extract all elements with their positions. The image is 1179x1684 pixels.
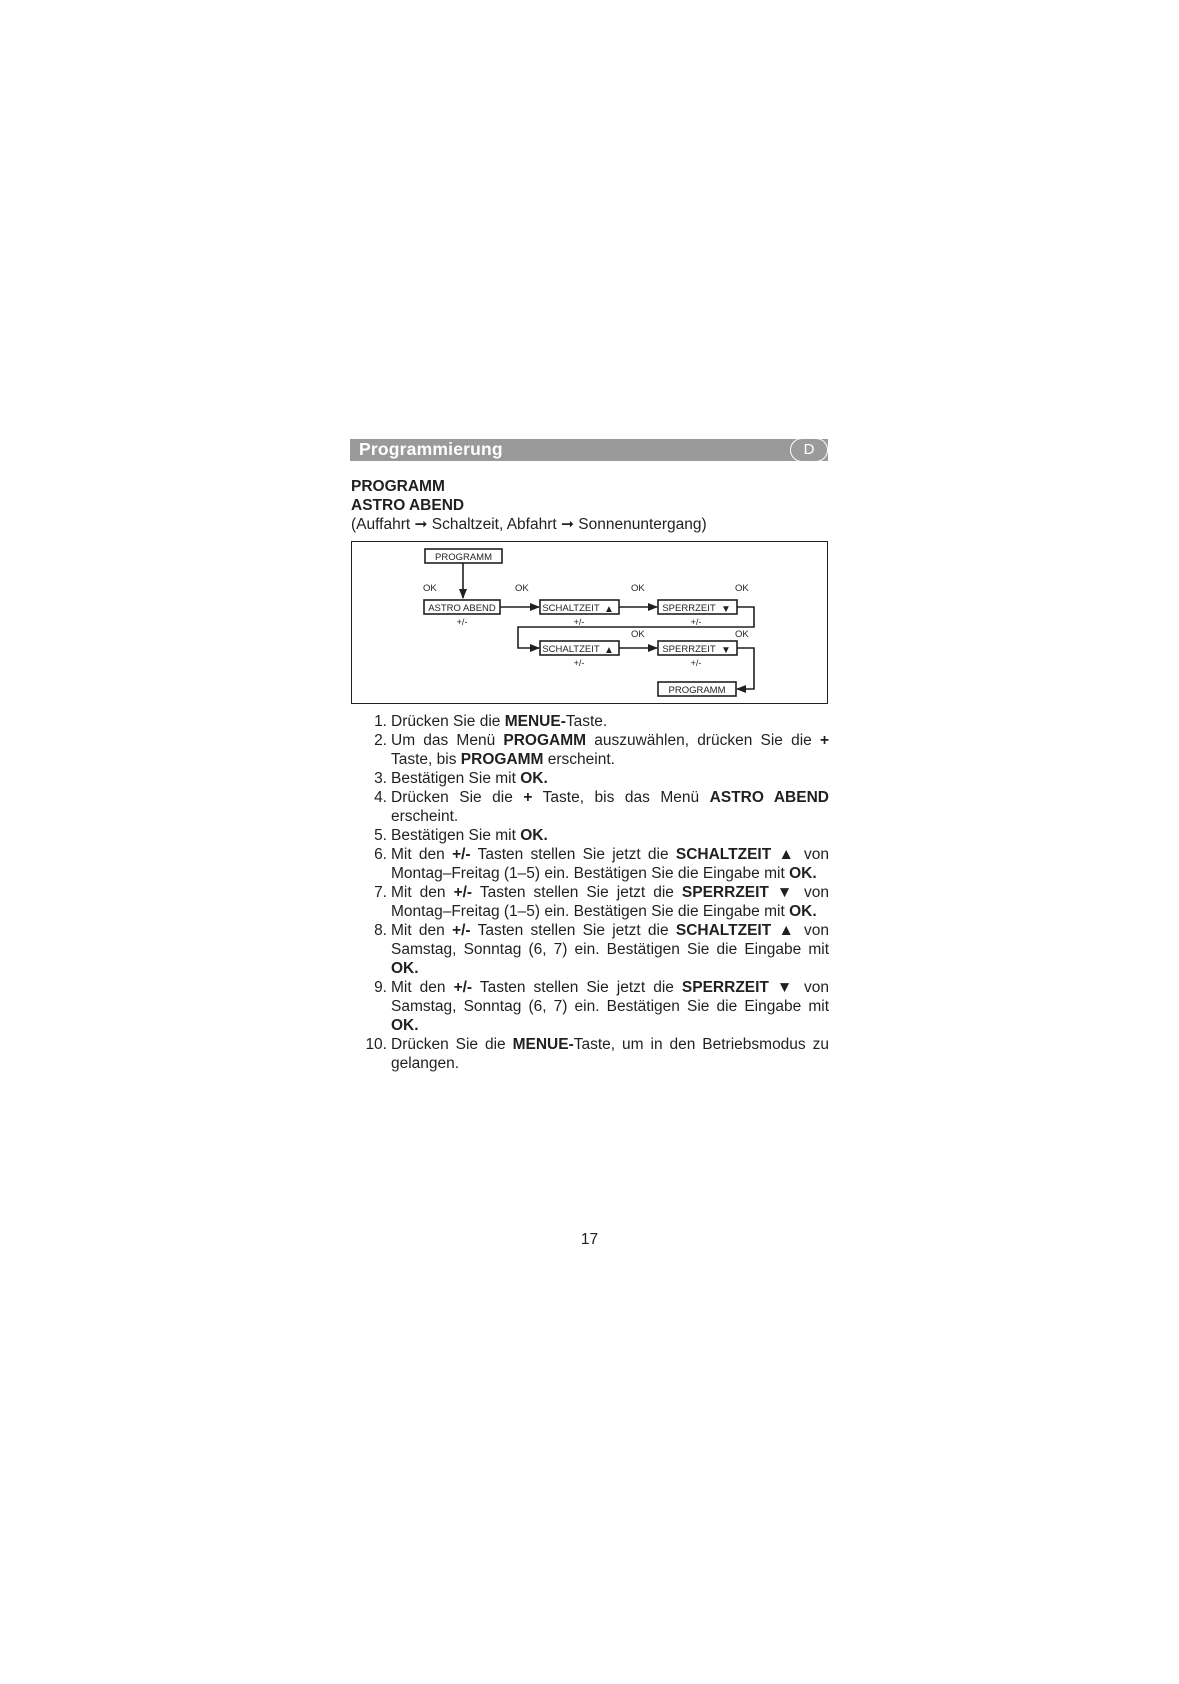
diagram-triangle-up-icon: ▲: [604, 604, 614, 615]
step-number: 3.: [374, 770, 387, 787]
diagram-label-programm-bottom: PROGRAMM: [668, 685, 726, 696]
diagram-label-schaltzeit-1: SCHALTZEIT: [542, 603, 600, 614]
step-emphasis-text: OK.: [391, 1017, 419, 1034]
diagram-ok-label: OK: [735, 629, 749, 640]
step-text: Mit den: [391, 922, 453, 939]
step-text: Drücken Sie die: [391, 713, 505, 730]
step-text: Taste.: [565, 713, 608, 730]
step-text: Taste, bis das Menü: [532, 789, 710, 806]
step-text: Um das Menü: [391, 732, 504, 749]
step-emphasis-text: +: [819, 732, 829, 749]
step-emphasis-text: +/-: [452, 922, 471, 939]
step-text: Drücken Sie die: [391, 789, 524, 806]
step-emphasis-text: OK.: [391, 960, 419, 977]
instruction-step: [351, 883, 829, 921]
diagram-ok-label: OK: [631, 583, 645, 594]
diagram-arrow-to-programm-bottom: [737, 648, 754, 689]
step-emphasis-text: OK.: [789, 865, 817, 882]
instruction-step: [351, 921, 829, 978]
step-number: 8.: [374, 922, 387, 939]
step-number: 10.: [365, 1036, 387, 1053]
diagram-label-sperrzeit-1: SPERRZEIT: [662, 603, 716, 614]
step-emphasis-text: +/-: [453, 884, 473, 901]
step-text: Tasten stellen Sie jetzt die: [470, 922, 676, 939]
step-text: erscheint.: [391, 808, 459, 825]
instruction-step: [351, 712, 829, 731]
step-text: auszuwählen, drücken Sie die: [586, 732, 820, 749]
step-text: von Samstag, Sonntag (6, 7) ein. Bestätigen Sie die Eingabe mit: [391, 979, 829, 1015]
step-text: von Samstag, Sonntag (6, 7) ein. Bestätigen Sie die Eingabe mit: [391, 922, 830, 958]
step-emphasis-text: SCHALTZEIT ▲: [675, 922, 797, 939]
step-emphasis-text: MENUE-: [504, 713, 566, 730]
instruction-step: [351, 731, 829, 769]
instruction-step: [351, 788, 829, 826]
diagram-label-astro-abend: ASTRO ABEND: [428, 603, 496, 614]
step-number: 2.: [374, 732, 387, 749]
step-emphasis-text: SPERRZEIT ▼: [681, 884, 796, 901]
step-number: 9.: [374, 979, 387, 996]
diagram-triangle-down-icon: ▼: [721, 604, 731, 615]
step-number: 1.: [374, 713, 387, 730]
step-number: 5.: [374, 827, 387, 844]
step-emphasis-text: +/-: [453, 979, 473, 996]
step-text: Bestätigen Sie mit: [391, 770, 521, 787]
diagram-ok-label: OK: [735, 583, 749, 594]
section-title-astro-abend: ASTRO ABEND: [351, 497, 465, 514]
step-text: von Montag–Freitag (1–5) ein. Bestätigen Sie die Eingabe mit: [391, 846, 830, 882]
language-badge: D: [790, 438, 828, 462]
step-text: Tasten stellen Sie jetzt die: [472, 979, 682, 996]
step-emphasis-text: OK.: [789, 903, 817, 920]
step-number: 4.: [374, 789, 387, 806]
step-emphasis-text: MENUE-: [512, 1036, 574, 1053]
step-text: Mit den: [391, 979, 454, 996]
diagram-triangle-up-icon: ▲: [604, 645, 614, 656]
diagram-plusminus-label: +/-: [573, 658, 585, 668]
step-emphasis-text: OK.: [520, 770, 548, 787]
diagram-ok-label: OK: [423, 583, 437, 594]
step-emphasis-text: +/-: [452, 846, 471, 863]
instruction-step: [351, 845, 829, 883]
instruction-step: [351, 826, 829, 845]
diagram-plusminus-label: +/-: [573, 617, 585, 627]
diagram-ok-label: OK: [515, 583, 529, 594]
step-emphasis-text: PROGAMM: [503, 732, 587, 749]
step-emphasis-text: +: [523, 789, 533, 806]
step-emphasis-text: ASTRO ABEND: [709, 789, 829, 806]
step-number: 6.: [374, 846, 387, 863]
diagram-plusminus-label: +/-: [456, 617, 468, 627]
step-emphasis-text: PROGAMM: [460, 751, 544, 768]
diagram-label-sperrzeit-2: SPERRZEIT: [662, 644, 716, 655]
diagram-plusminus-label: +/-: [690, 617, 702, 627]
step-text: Bestätigen Sie mit: [391, 827, 521, 844]
step-text: Drücken Sie die: [391, 1036, 513, 1053]
diagram-plusminus-label: +/-: [690, 658, 702, 668]
menu-flow-diagram: [351, 541, 829, 705]
instruction-step: [351, 1035, 829, 1073]
page-number: 17: [580, 1231, 599, 1248]
instruction-steps-list: [351, 712, 829, 1073]
diagram-label-schaltzeit-2: SCHALTZEIT: [542, 644, 600, 655]
section-subtitle: (Auffahrt ➞ Schaltzeit, Abfahrt ➞ Sonnenuntergang): [351, 516, 707, 533]
instruction-step: [351, 769, 829, 788]
step-text: von Montag–Freitag (1–5) ein. Bestätigen Sie die Eingabe mit: [391, 884, 829, 920]
diagram-triangle-down-icon: ▼: [721, 645, 731, 656]
step-number: 7.: [374, 884, 387, 901]
step-text: Taste, um in den Betriebsmodus zu gelangen.: [391, 1036, 829, 1072]
step-text: Mit den: [391, 884, 454, 901]
instruction-step: [351, 978, 829, 1035]
step-text: Mit den: [391, 846, 453, 863]
step-text: Tasten stellen Sie jetzt die: [470, 846, 676, 863]
step-emphasis-text: OK.: [520, 827, 548, 844]
step-text: erscheint.: [543, 751, 615, 768]
step-emphasis-text: SPERRZEIT ▼: [681, 979, 796, 996]
section-title-programm: PROGRAMM: [351, 478, 445, 495]
diagram-ok-label: OK: [631, 629, 645, 640]
step-text: Tasten stellen Sie jetzt die: [472, 884, 682, 901]
step-emphasis-text: SCHALTZEIT ▲: [675, 846, 797, 863]
step-text: Taste, bis: [391, 751, 461, 768]
section-header-title: Programmierung: [359, 439, 503, 459]
diagram-label-programm-top: PROGRAMM: [435, 552, 492, 563]
